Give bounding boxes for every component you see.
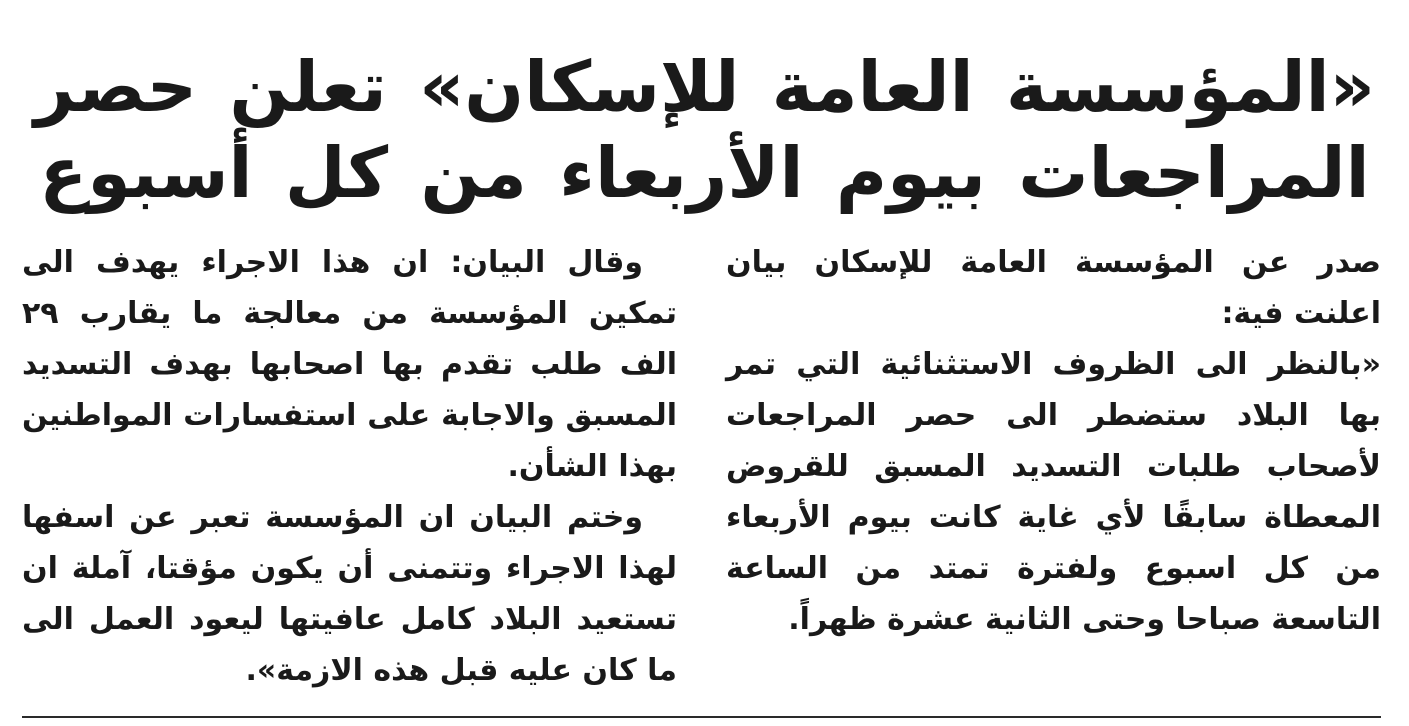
paragraph: «بالنظر الى الظروف الاستثنائية التي تمر بها البلاد ستضطر الى حصر المراجعات لأصحاب طلبات التسديد المسبق للقروض المعطاة سابقًا لأي غاية كانت بيوم الأربعاء من كل اسبوع ولفترة تمتد من الساعة التاسعة صباحا وحتى الثانية عشرة ظهراً. — [726, 347, 1381, 637]
column-left — [22, 237, 677, 696]
headline — [30, 44, 1379, 216]
paragraph: صدر عن المؤسسة العامة للإسكان بيان اعلنت فية: — [726, 245, 1381, 331]
article-body — [22, 237, 1381, 696]
bottom-divider — [22, 716, 1381, 718]
headline-line-2: المراجعات بيوم الأربعاء من كل أسبوع — [39, 132, 1370, 214]
headline-line-1: «المؤسسة العامة للإسكان» تعلن حصر — [34, 46, 1375, 128]
paragraph: وقال البيان: ان هذا الاجراء يهدف الى تمكين المؤسسة من معالجة ما يقارب ٢٩ الف طلب تقدم بها اصحابها بهدف التسديد المسبق والاجابة على استفسارات المواطنين بهذا الشأن. — [22, 245, 677, 484]
paragraph: وختم البيان ان المؤسسة تعبر عن اسفها لهذا الاجراء وتتمنى أن يكون مؤقتا، آملة ان تستعيد البلاد كامل عافيتها ليعود العمل الى ما كان عليه قبل هذه الازمة». — [22, 500, 677, 688]
column-right — [726, 237, 1381, 696]
